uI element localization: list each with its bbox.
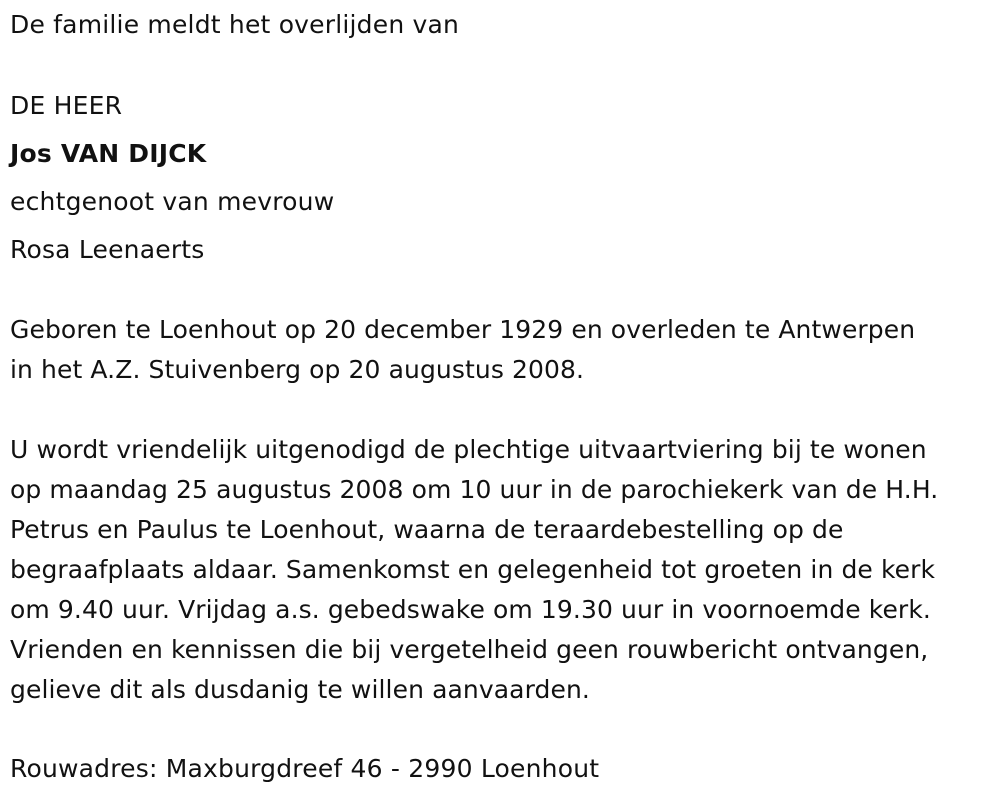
birth-death-line: in het A.Z. Stuivenberg op 20 augustus 2008. [10, 355, 585, 384]
invitation-line: Petrus en Paulus te Loenhout, waarna de teraardebestelling op de [10, 515, 844, 544]
invitation-line: om 9.40 uur. Vrijdag a.s. gebedswake om 19.30 uur in voornoemde kerk. [10, 595, 931, 624]
relation-text: echtgenoot van mevrouw [10, 187, 335, 216]
deceased-name: Jos VAN DIJCK [10, 139, 207, 168]
invitation-line: gelieve dit als dusdanig te willen aanvaarden. [10, 675, 590, 704]
honorific: DE HEER [10, 91, 123, 120]
invitation-line: op maandag 25 augustus 2008 om 10 uur in de parochiekerk van de H.H. [10, 475, 939, 504]
intro-text: De familie meldt het overlijden van [10, 10, 460, 39]
mourning-address: Rouwadres: Maxburgdreef 46 - 2990 Loenhout [10, 754, 600, 783]
invitation-line: U wordt vriendelijk uitgenodigd de plechtige uitvaartviering bij te wonen [10, 435, 927, 464]
invitation-line: begraafplaats aldaar. Samenkomst en gelegenheid tot groeten in de kerk [10, 555, 936, 584]
spouse-name: Rosa Leenaerts [10, 235, 205, 264]
birth-death-line: Geboren te Loenhout op 20 december 1929 en overleden te Antwerpen [10, 315, 916, 344]
birth-death-paragraph [10, 310, 915, 390]
invitation-line: Vrienden en kennissen die bij vergetelheid geen rouwbericht ontvangen, [10, 635, 929, 664]
invitation-paragraph [10, 430, 938, 710]
